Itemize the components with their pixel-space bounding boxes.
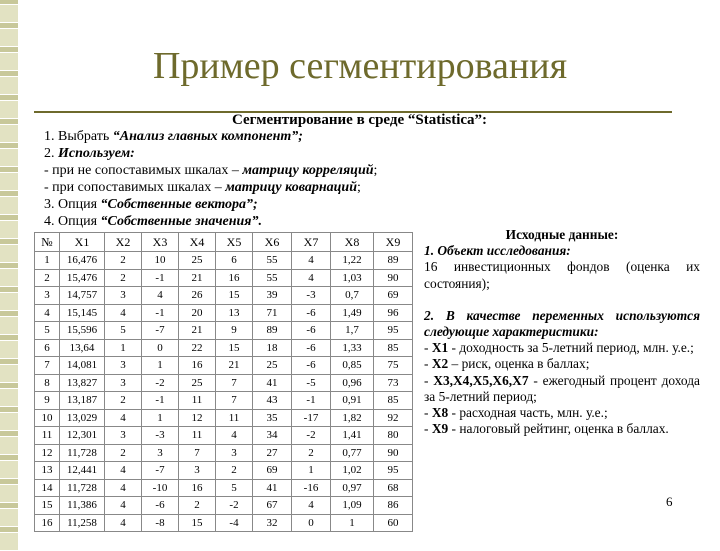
- table-cell: 4: [105, 462, 142, 480]
- step-line: - при сопоставимых шкалах – матрицу коварнаций;: [44, 180, 361, 195]
- table-cell: 3: [216, 444, 253, 462]
- table-cell: 2: [216, 462, 253, 480]
- table-cell: 39: [253, 287, 292, 305]
- table-cell: 11: [179, 427, 216, 445]
- data-table: [34, 232, 413, 532]
- sidebar-square: [0, 532, 18, 551]
- table-cell: 92: [374, 409, 413, 427]
- column-header: X7: [292, 233, 331, 252]
- table-cell: 4: [142, 287, 179, 305]
- table-cell: -1: [142, 392, 179, 410]
- table-cell: 9: [216, 322, 253, 340]
- table-cell: 1: [331, 514, 374, 532]
- table-row: [35, 514, 413, 532]
- table-cell: 1,7: [331, 322, 374, 340]
- table-cell: 7: [216, 374, 253, 392]
- column-header: X9: [374, 233, 413, 252]
- table-cell: 4: [216, 427, 253, 445]
- table-cell: 9: [35, 392, 60, 410]
- table-cell: 2: [179, 497, 216, 515]
- sidebar-square: [0, 412, 18, 431]
- table-cell: 0,7: [331, 287, 374, 305]
- table-cell: 69: [374, 287, 413, 305]
- table-cell: 41: [253, 479, 292, 497]
- table-cell: 55: [253, 269, 292, 287]
- table-cell: 13: [216, 304, 253, 322]
- variables-list: [424, 340, 700, 437]
- table-cell: 11: [216, 409, 253, 427]
- column-header: №: [35, 233, 60, 252]
- table-cell: 15: [179, 514, 216, 532]
- table-cell: -1: [142, 304, 179, 322]
- table-cell: 4: [292, 252, 331, 270]
- table-cell: 25: [179, 374, 216, 392]
- table-cell: 1,33: [331, 339, 374, 357]
- table-cell: 1: [35, 252, 60, 270]
- table-cell: 86: [374, 497, 413, 515]
- object-text: 16 инвестиционных фондов (оценка их состояния);: [424, 259, 700, 291]
- source-data-panel: [424, 227, 700, 437]
- variable-item: - X3,X4,X5,X6,X7 - ежегодный процент дохода за 5-летний период;: [424, 372, 700, 404]
- table-cell: -3: [142, 427, 179, 445]
- sidebar-square: [0, 196, 18, 215]
- table-cell: 13: [35, 462, 60, 480]
- table-cell: 21: [179, 322, 216, 340]
- sidebar-square: [0, 172, 18, 191]
- table-cell: 0,77: [331, 444, 374, 462]
- table-cell: 80: [374, 427, 413, 445]
- step-line: 4. Опция “Собственные значения”.: [44, 214, 263, 229]
- table-cell: 67: [253, 497, 292, 515]
- table-cell: 1,41: [331, 427, 374, 445]
- table-cell: -2: [292, 427, 331, 445]
- column-header: X5: [216, 233, 253, 252]
- table-cell: 0,97: [331, 479, 374, 497]
- sidebar-square: [0, 364, 18, 383]
- table-cell: 14,757: [60, 287, 105, 305]
- table-cell: 4: [105, 409, 142, 427]
- table-cell: 16,476: [60, 252, 105, 270]
- table-cell: -16: [292, 479, 331, 497]
- table-cell: -2: [142, 374, 179, 392]
- table-cell: 0,85: [331, 357, 374, 375]
- table-row: [35, 357, 413, 375]
- table-cell: 1,03: [331, 269, 374, 287]
- sidebar-square: [0, 436, 18, 455]
- table-cell: 15,145: [60, 304, 105, 322]
- sidebar-square: [0, 268, 18, 287]
- table-cell: 13,64: [60, 339, 105, 357]
- table-row: [35, 287, 413, 305]
- sidebar-square: [0, 4, 18, 23]
- table-cell: 12,301: [60, 427, 105, 445]
- table-cell: 89: [374, 252, 413, 270]
- table-cell: 89: [253, 322, 292, 340]
- table-cell: 2: [105, 444, 142, 462]
- table-cell: 10: [142, 252, 179, 270]
- source-data-heading: Исходные данные:: [505, 227, 619, 242]
- table-cell: 5: [35, 322, 60, 340]
- table-cell: 11,728: [60, 444, 105, 462]
- table-cell: 4: [292, 497, 331, 515]
- table-cell: 68: [374, 479, 413, 497]
- table-cell: 7: [179, 444, 216, 462]
- table-cell: 0: [292, 514, 331, 532]
- table-cell: 2: [105, 392, 142, 410]
- sidebar-square: [0, 316, 18, 335]
- table-row: [35, 409, 413, 427]
- table-cell: 5: [216, 479, 253, 497]
- table-cell: 2: [105, 252, 142, 270]
- column-header: X6: [253, 233, 292, 252]
- table-cell: 11,258: [60, 514, 105, 532]
- object-label: 1. Объект исследования:: [424, 243, 571, 259]
- sidebar-square: [0, 484, 18, 503]
- table-cell: 3: [105, 427, 142, 445]
- table-cell: 5: [105, 322, 142, 340]
- table-row: [35, 462, 413, 480]
- table-cell: 8: [35, 374, 60, 392]
- column-header: X3: [142, 233, 179, 252]
- slide-title: Пример сегментирования: [152, 45, 568, 87]
- table-cell: 15: [216, 287, 253, 305]
- table-cell: -6: [292, 339, 331, 357]
- table-cell: -7: [142, 462, 179, 480]
- table-cell: 3: [105, 374, 142, 392]
- steps-list: [44, 128, 377, 230]
- table-cell: 15,596: [60, 322, 105, 340]
- table-cell: -6: [142, 497, 179, 515]
- table-row: [35, 252, 413, 270]
- table-cell: 7: [216, 392, 253, 410]
- table-cell: 18: [253, 339, 292, 357]
- table-cell: 10: [35, 409, 60, 427]
- table-cell: 1: [292, 462, 331, 480]
- table-cell: 1: [142, 409, 179, 427]
- table-cell: 95: [374, 322, 413, 340]
- table-cell: 1,22: [331, 252, 374, 270]
- table-cell: 14,081: [60, 357, 105, 375]
- table-cell: 69: [253, 462, 292, 480]
- table-cell: -17: [292, 409, 331, 427]
- table-cell: 95: [374, 462, 413, 480]
- table-cell: 41: [253, 374, 292, 392]
- table-cell: 16: [179, 357, 216, 375]
- table-row: [35, 339, 413, 357]
- table-cell: 13,827: [60, 374, 105, 392]
- table-row: [35, 444, 413, 462]
- variable-item: - X8 - расходная часть, млн. у.е.;: [424, 405, 608, 421]
- sidebar-square: [0, 460, 18, 479]
- table-cell: 90: [374, 269, 413, 287]
- table-cell: 15: [216, 339, 253, 357]
- table-cell: 11,728: [60, 479, 105, 497]
- table-cell: 7: [35, 357, 60, 375]
- table-cell: 14: [35, 479, 60, 497]
- table-cell: 11,386: [60, 497, 105, 515]
- table-cell: 1,02: [331, 462, 374, 480]
- sidebar-square: [0, 244, 18, 263]
- sidebar-square: [0, 100, 18, 119]
- sidebar-square: [0, 388, 18, 407]
- table-cell: 15,476: [60, 269, 105, 287]
- table-cell: 2: [105, 269, 142, 287]
- table-row: [35, 269, 413, 287]
- table-cell: 27: [253, 444, 292, 462]
- table-cell: 12: [35, 444, 60, 462]
- table-cell: 11: [35, 427, 60, 445]
- sidebar-square: [0, 124, 18, 143]
- table-cell: 0: [142, 339, 179, 357]
- table-cell: 25: [179, 252, 216, 270]
- sidebar-square: [0, 340, 18, 359]
- table-cell: 13,029: [60, 409, 105, 427]
- table-row: [35, 479, 413, 497]
- table-row: [35, 427, 413, 445]
- table-cell: 16: [179, 479, 216, 497]
- table-cell: 73: [374, 374, 413, 392]
- table-cell: 1,49: [331, 304, 374, 322]
- table-cell: 12: [179, 409, 216, 427]
- sidebar-square: [0, 220, 18, 239]
- section-subheading: Сегментирование в среде “Statistica”:: [232, 112, 488, 128]
- column-header: X2: [105, 233, 142, 252]
- step-line: 1. Выбрать “Анализ главных компонент”;: [44, 129, 303, 144]
- table-cell: 3: [35, 287, 60, 305]
- table-cell: -10: [142, 479, 179, 497]
- table-cell: -6: [292, 322, 331, 340]
- table-cell: 16: [35, 514, 60, 532]
- table-cell: 4: [292, 269, 331, 287]
- table-cell: 90: [374, 444, 413, 462]
- table-cell: 6: [35, 339, 60, 357]
- table-cell: 16: [216, 269, 253, 287]
- table-cell: -1: [292, 392, 331, 410]
- table-cell: 4: [35, 304, 60, 322]
- table-cell: 2: [35, 269, 60, 287]
- table-cell: -7: [142, 322, 179, 340]
- table-cell: 6: [216, 252, 253, 270]
- table-cell: -2: [216, 497, 253, 515]
- table-cell: 15: [35, 497, 60, 515]
- table-row: [35, 497, 413, 515]
- table-cell: 2: [292, 444, 331, 462]
- page-number: 6: [666, 494, 673, 509]
- table-cell: -6: [292, 304, 331, 322]
- table-cell: 43: [253, 392, 292, 410]
- step-line: 2. Используем:: [44, 146, 135, 161]
- table-cell: 0,96: [331, 374, 374, 392]
- sidebar-square: [0, 148, 18, 167]
- table-cell: 13,187: [60, 392, 105, 410]
- table-cell: 85: [374, 392, 413, 410]
- table-cell: 85: [374, 339, 413, 357]
- table-cell: 75: [374, 357, 413, 375]
- table-cell: 12,441: [60, 462, 105, 480]
- table-cell: 1: [142, 357, 179, 375]
- table-row: [35, 322, 413, 340]
- variable-item: - X9 - налоговый рейтинг, оценка в баллах.: [424, 421, 669, 437]
- table-cell: 34: [253, 427, 292, 445]
- table-cell: 21: [216, 357, 253, 375]
- table-cell: 3: [179, 462, 216, 480]
- table-cell: 71: [253, 304, 292, 322]
- variable-item: - X1 - доходность за 5-летний период, млн. у.е.;: [424, 340, 694, 356]
- table-cell: 35: [253, 409, 292, 427]
- table-cell: 4: [105, 304, 142, 322]
- table-cell: -4: [216, 514, 253, 532]
- table-cell: -3: [292, 287, 331, 305]
- variables-label: 2. В качестве переменных используются следующие характеристики:: [424, 307, 700, 340]
- table-cell: 4: [105, 479, 142, 497]
- table-cell: 1: [105, 339, 142, 357]
- table-cell: 32: [253, 514, 292, 532]
- table-cell: 11: [179, 392, 216, 410]
- table-row: [35, 304, 413, 322]
- table-cell: 26: [179, 287, 216, 305]
- table-cell: -5: [292, 374, 331, 392]
- column-header: X4: [179, 233, 216, 252]
- table-cell: 25: [253, 357, 292, 375]
- table-row: [35, 392, 413, 410]
- table-cell: -6: [292, 357, 331, 375]
- column-header: X8: [331, 233, 374, 252]
- sidebar-square: [0, 292, 18, 311]
- table-row: [35, 374, 413, 392]
- table-cell: 21: [179, 269, 216, 287]
- table-cell: 20: [179, 304, 216, 322]
- table-cell: 55: [253, 252, 292, 270]
- table-cell: 4: [105, 497, 142, 515]
- table-cell: 3: [142, 444, 179, 462]
- column-header: X1: [60, 233, 105, 252]
- table-cell: 0,91: [331, 392, 374, 410]
- step-line: 3. Опция “Собственные вектора”;: [44, 197, 258, 212]
- table-cell: -1: [142, 269, 179, 287]
- table-cell: 22: [179, 339, 216, 357]
- table-cell: 4: [105, 514, 142, 532]
- step-line: - при не сопоставимых шкалах – матрицу корреляций;: [44, 163, 378, 178]
- table-cell: 3: [105, 357, 142, 375]
- table-cell: 96: [374, 304, 413, 322]
- table-cell: 1,82: [331, 409, 374, 427]
- table-cell: 3: [105, 287, 142, 305]
- table-cell: 1,09: [331, 497, 374, 515]
- table-cell: 60: [374, 514, 413, 532]
- table-cell: -8: [142, 514, 179, 532]
- variable-item: - X2 – риск, оценка в баллах;: [424, 356, 590, 372]
- sidebar-square: [0, 508, 18, 527]
- table-header-row: [35, 233, 413, 252]
